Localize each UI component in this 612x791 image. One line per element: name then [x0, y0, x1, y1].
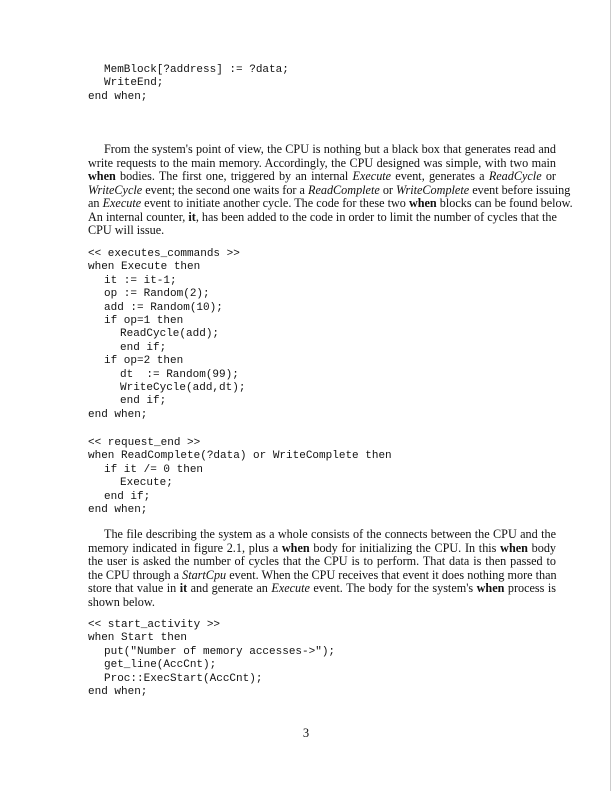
text-run: event, generates a	[391, 169, 489, 183]
text-run: shown below.	[88, 594, 155, 609]
code-block-start-activity	[88, 619, 556, 699]
text-run: event. When the CPU receives that event it does nothing more than	[226, 567, 557, 582]
bold-keyword: when	[408, 196, 437, 210]
code-line: if it /= 0 then	[104, 463, 204, 476]
text-line	[88, 582, 556, 596]
text-run: the CPU through a	[88, 567, 183, 582]
code-block-request-end	[88, 437, 556, 517]
code-line: ReadCycle(add);	[120, 328, 220, 341]
italic-term: Execute	[271, 581, 310, 595]
code-line: << executes_commands >>	[88, 248, 240, 260]
text-run: and generate an	[187, 581, 272, 595]
code-line: end when;	[88, 408, 148, 421]
code-line: add := Random(10);	[104, 301, 223, 314]
code-line: << request_end >>	[88, 437, 201, 449]
italic-term: StartCpu	[182, 567, 227, 582]
paragraph-system-file	[88, 528, 556, 609]
text-run: event; the second one waits for a	[142, 182, 308, 197]
code-line: WriteCycle(add,dt);	[120, 381, 246, 394]
text-line	[88, 196, 573, 211]
text-run: event before issuing	[469, 182, 571, 197]
code-line: end when;	[88, 685, 148, 698]
paragraph-cpu-description	[88, 142, 573, 238]
text-run: An internal counter,	[88, 209, 189, 224]
code-line: it := it-1;	[104, 274, 177, 287]
text-run: From the system's point of view, the CPU is nothing but a black box that generates read and	[104, 142, 556, 156]
text-line	[88, 528, 556, 542]
text-run: an	[88, 196, 103, 210]
page-edge-divider	[610, 0, 611, 791]
text-run: , has been added to the code in order to limit the number of cycles that the	[195, 209, 557, 224]
text-run: store that value in	[88, 581, 180, 595]
text-run: bodies. The first one, triggered by an internal	[115, 169, 353, 183]
code-line: end when;	[88, 503, 148, 516]
italic-term: ReadCycle	[488, 169, 542, 183]
page-number: 3	[302, 726, 310, 740]
code-line: dt := Random(99);	[120, 368, 239, 381]
code-line: if op=2 then	[104, 355, 184, 368]
code-line: end if;	[120, 395, 167, 408]
italic-term: Execute	[102, 196, 142, 210]
code-line: end if;	[120, 341, 167, 354]
text-line	[88, 157, 556, 171]
bold-keyword: when	[281, 540, 310, 555]
bold-keyword: when	[500, 540, 528, 555]
code-line: put("Number of memory accesses->");	[104, 645, 336, 658]
code-line: if op=1 then	[104, 314, 184, 327]
bold-keyword: it	[188, 209, 196, 224]
code-line: op := Random(2);	[104, 288, 210, 301]
text-run: body for initializing the CPU. In this	[309, 540, 501, 555]
code-line: when Start then	[88, 632, 188, 645]
code-block-executes-commands	[88, 248, 556, 422]
text-run: body	[527, 540, 557, 555]
italic-term: WriteComplete	[396, 182, 470, 197]
text-run: the user is asked the number of cycles that the CPU is to perform. That data is then passed to	[88, 554, 556, 568]
code-line: end when;	[88, 90, 148, 103]
code-line: when Execute then	[88, 261, 201, 274]
text-line	[88, 555, 556, 569]
code-line: WriteEnd;	[104, 77, 164, 90]
italic-term: WriteCycle	[88, 182, 143, 197]
text-run: blocks can be found below.	[436, 196, 573, 210]
text-run: CPU will issue.	[88, 223, 165, 237]
code-block-memblock-end	[88, 64, 556, 104]
bold-keyword: it	[179, 581, 188, 595]
text-line	[88, 211, 556, 225]
text-run: memory indicated in figure 2.1, plus a	[88, 540, 282, 555]
text-run: or	[379, 182, 397, 197]
code-line: MemBlock[?address] := ?data;	[104, 64, 289, 76]
code-line: Execute;	[120, 477, 173, 490]
code-line: << start_activity >>	[88, 619, 221, 631]
bold-keyword: when	[476, 581, 505, 595]
text-line	[88, 170, 556, 184]
text-run: process is	[504, 581, 556, 595]
code-line: Proc::ExecStart(AccCnt);	[104, 672, 263, 685]
text-run: event. The body for the system's	[309, 581, 477, 595]
bold-keyword: when	[88, 169, 116, 183]
text-line	[88, 143, 556, 157]
text-line	[88, 224, 556, 238]
text-run: event to initiate another cycle. The code for these two	[141, 196, 409, 210]
code-line: end if;	[104, 490, 151, 503]
text-run: or	[541, 169, 556, 183]
italic-term: Execute	[352, 169, 392, 183]
text-line	[88, 542, 556, 556]
text-line	[88, 182, 571, 198]
text-line	[88, 569, 556, 583]
code-line: when ReadComplete(?data) or WriteComplete then	[88, 450, 392, 463]
text-run: write requests to the main memory. Accordingly, the CPU designed was simple, with two main	[88, 155, 556, 170]
italic-term: ReadComplete	[308, 182, 380, 197]
code-line: get_line(AccCnt);	[104, 659, 217, 672]
text-line	[88, 596, 556, 610]
text-run: The file describing the system as a whole consists of the connects between the CPU and the	[104, 527, 556, 541]
